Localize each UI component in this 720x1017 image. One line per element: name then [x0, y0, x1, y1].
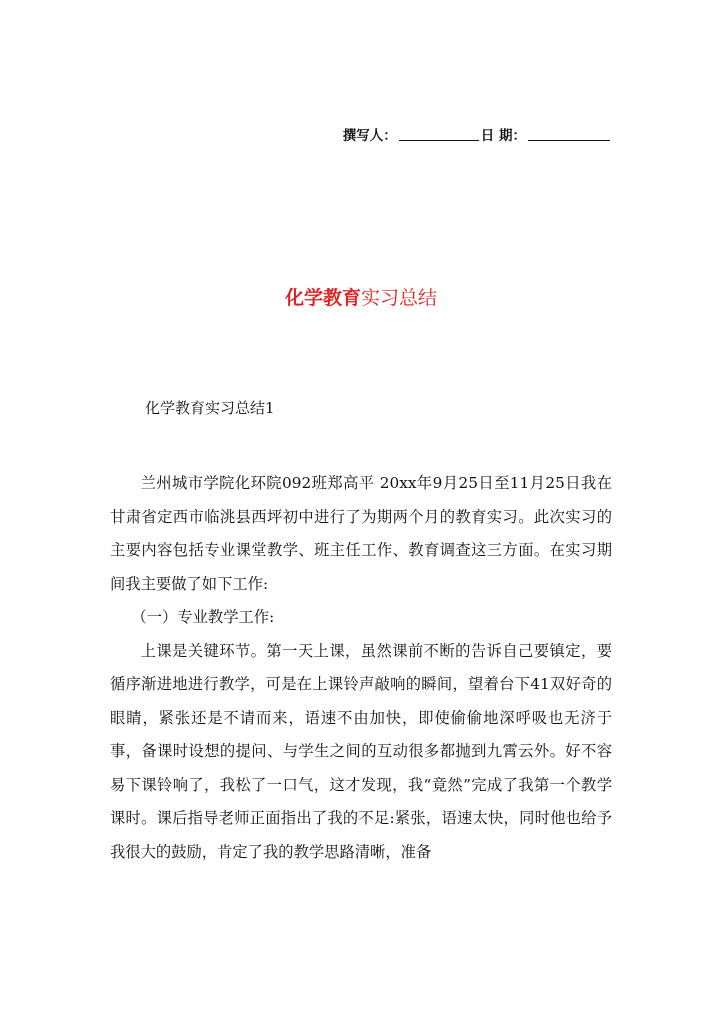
date-label: 日 期： [480, 128, 526, 144]
author-blank-line [399, 126, 479, 141]
body-text [110, 467, 612, 869]
author-label: 撰写人： [342, 128, 397, 144]
title-normal-part: 实习总结 [361, 287, 438, 309]
title-bold-part: 化学教育 [284, 287, 361, 309]
document-title [110, 283, 612, 310]
author-date-line [110, 126, 612, 144]
paragraph-item-heading: （一）专业教学工作: [131, 608, 275, 626]
paragraph-intro: 兰州城市学院化环院092班郑高平 20xx年9月25日至11月25日我在甘肃省定西市临洮县西坪初中进行了为期两个月的教育实习。此次实习的主要内容包括专业课堂教学、班主任工作、教育调查这三方面。在实习期间我主要做了如下工作: [110, 474, 612, 593]
section-heading: 化学教育实习总结1 [145, 399, 275, 417]
date-blank-line [528, 126, 610, 141]
paragraph-teaching: 上课是关键环节。第一天上课，虽然课前不断的告诉自己要镇定，要循序渐进地进行教学，可是在上课铃声敲响的瞬间，望着台下41双好奇的眼睛，紧张还是不请而来，语速不由加快，即使偷偷地深呼吸也无济于事，备课时设想的提问、与学生之间的互动很多都抛到九霄云外。好不容易下课铃响了，我松了一口气，这才发现，我“竟然”完成了我第一个教学课时。课后指导老师正面指出了我的不足:紧张，语速太快，同时他也给予我很大的鼓励，肯定了我的教学思路清晰，准备 [110, 641, 612, 861]
